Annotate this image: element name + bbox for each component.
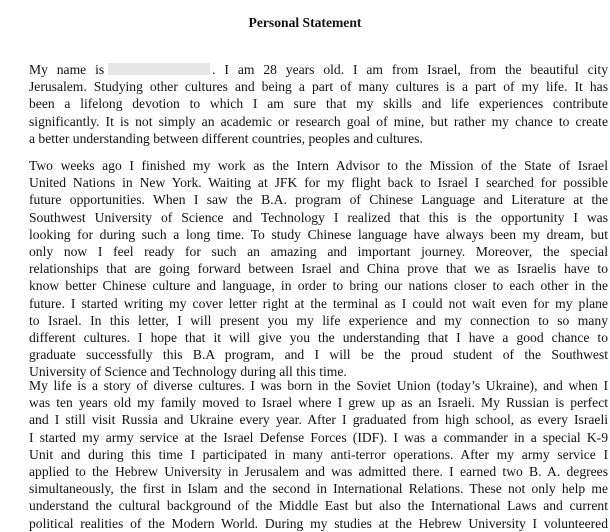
paragraph-line: only now I feel ready for such an amazing and important journey. Moreover, the special xyxy=(29,243,608,259)
paragraph-line: a better understanding between different countries, peoples and cultures. xyxy=(29,130,423,146)
paragraph-line: University of Science and Technology during all this time. xyxy=(29,364,347,380)
paragraph-line: significantly. It is not simply an academic or research goal of mine, but rather my chance to create xyxy=(29,113,608,129)
paragraph-line: Two weeks ago I finished my work as the Intern Advisor to the Mission of the State of Israel xyxy=(29,158,608,173)
paragraph-line: been a lifelong devotion to which I am sure that my skills and life experiences contribute xyxy=(29,96,608,112)
paragraph-line: graduate successfully this B.A program, and I will be the proud student of the Southwest xyxy=(29,347,608,363)
paragraph-line: different cultures. I hope that it will give you the understanding that I have a good chance to xyxy=(29,329,608,345)
paragraph-line: future. I started writing my cover letter right at the terminal as I could not wait even for my plane xyxy=(29,295,608,311)
paragraph-line: United Nations in New York. Waiting at JFK for my flight back to Israel I searched for possible xyxy=(29,175,608,191)
paragraph-line: looking for during such a long time. To study Chinese language have always been my dream, but xyxy=(29,226,608,242)
paragraph-motivation xyxy=(29,157,608,380)
paragraph-line: and I still visit Russia and Ukraine every year. After I graduated from high school, as every Israeli xyxy=(29,412,608,428)
paragraph-line: understand the cultural background of the Middle East but also the International Laws and current xyxy=(29,498,608,514)
paragraph-background xyxy=(29,377,608,532)
paragraph-line: relationships that are going forward between Israel and China prove that we as Israelis have to xyxy=(29,261,608,277)
paragraph-line: future opportunities. When I saw the B.A. program of Chinese Language and Literature at the xyxy=(29,192,608,208)
paragraph-line: simultaneously, the first in Islam and the second in International Relations. These not only help me xyxy=(29,481,608,497)
paragraph-line: I started my army service at the Israel Defense Forces (IDF). I was a commander in a special K-9 xyxy=(29,429,608,445)
paragraph-line: political realities of the Modern World. During my studies at the Hebrew University I volunteered xyxy=(29,515,608,531)
paragraph-line: was ten years old my family moved to Israel where I grew up as an Israeli. My Russian is perfect xyxy=(29,395,608,411)
paragraph-line: My life is a story of diverse cultures. I was born in the Soviet Union (today’s Ukraine), and when I xyxy=(29,378,608,393)
redacted-name-block xyxy=(108,63,210,75)
paragraph-introduction xyxy=(29,61,608,147)
paragraph-line: know better Chinese culture and language, in order to bring our nations closer to each other in the xyxy=(29,278,608,294)
paragraph-line: Jerusalem. Studying other cultures and being a part of many cultures is a part of my life. It has xyxy=(29,79,608,95)
paragraph-line: My name is . I am 28 years old. I am from Israel, from the beautiful city xyxy=(29,62,609,77)
paragraph-line: Southwest University of Science and Technology I realized that this is the opportunity I was xyxy=(29,209,608,225)
page-title: Personal Statement xyxy=(248,15,362,30)
paragraph-line: applied to the Hebrew University in Jerusalem and was admitted there. I earned two B. A. degrees xyxy=(29,463,608,479)
paragraph-line: Unit and during this time I participated in many anti-terror operations. After my army service I xyxy=(29,446,608,462)
paragraph-line: to Israel. In this letter, I will present you my life experience and my connection to so many xyxy=(29,312,608,328)
